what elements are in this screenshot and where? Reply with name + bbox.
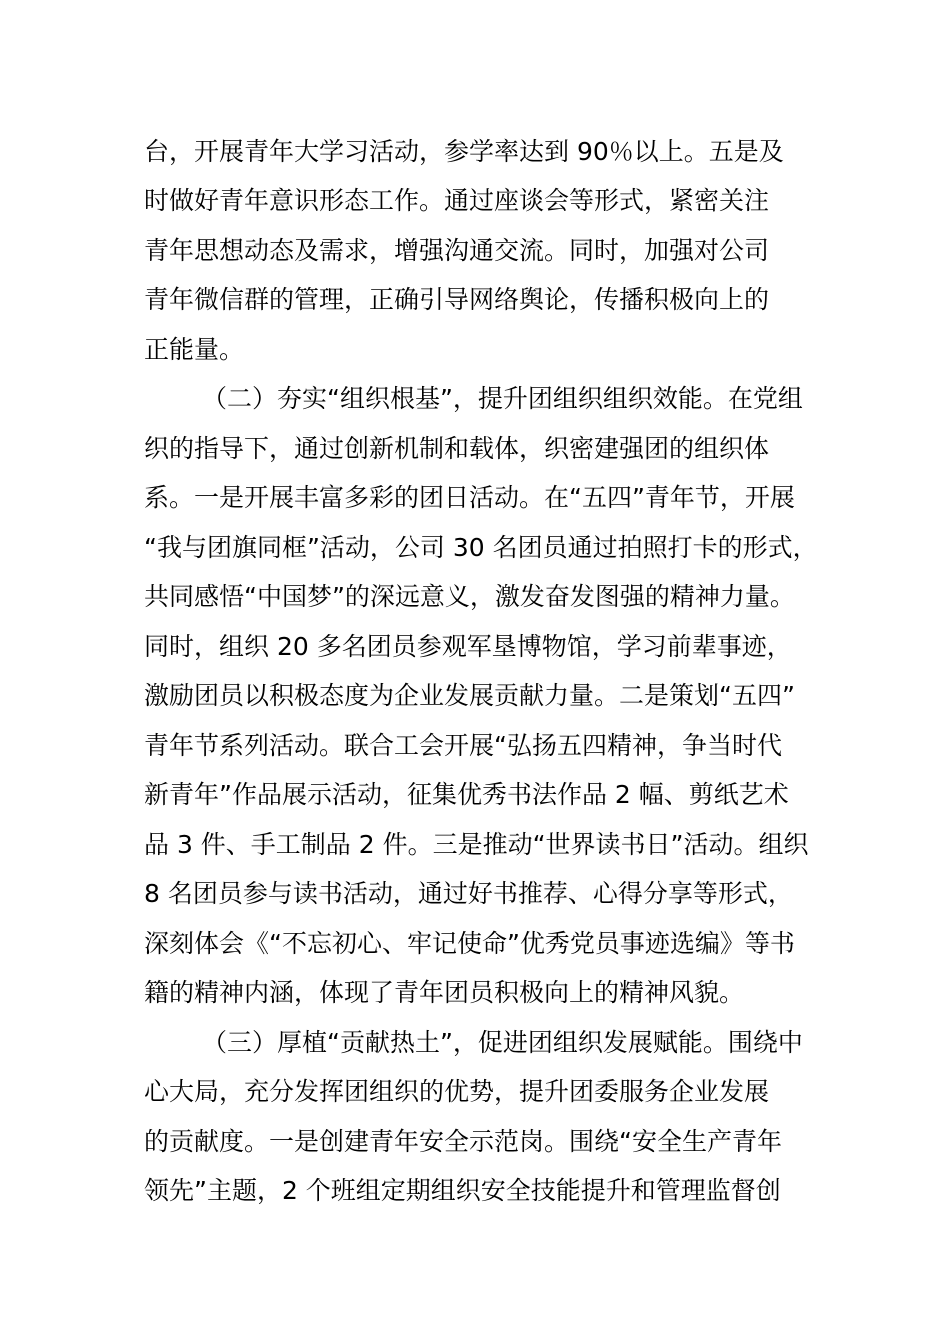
text-line: 新青年”作品展示活动，征集优秀书法作品 2 幅、剪纸艺术 [144,780,789,809]
text-line: 青年思想动态及需求，增强沟通交流。同时，加强对公司 [144,236,770,265]
text-line: 同时，组织 20 多名团员参观军垦博物馆，学习前辈事迹， [144,632,792,661]
text-line: 激励团员以积极态度为企业发展贡献力量。二是策划“五四” [144,681,795,710]
text-line: 心大局，充分发挥团组织的优势，提升团委服务企业发展 [144,1077,770,1106]
text-line: 系。一是开展丰富多彩的团日活动。在“五四”青年节，开展 [144,483,795,512]
text-line: 深刻体会《“不忘初心、牢记使命”优秀党员事迹选编》等书 [144,929,795,958]
text-line: 台，开展青年大学习活动，参学率达到 90％以上。五是及 [144,137,784,166]
paragraph-heading-2: （二）夯实“组织根基”，提升团组织组织效能。在党组 [202,384,803,413]
text-line: 共同感悟“中国梦”的深远意义，激发奋发图强的精神力量。 [144,582,795,611]
text-line: “我与团旗同框”活动，公司 30 名团员通过拍照打卡的形式， [144,533,818,562]
text-line: 8 名团员参与读书活动，通过好书推荐、心得分享等形式， [144,879,793,908]
text-line: 的贡献度。一是创建青年安全示范岗。围绕“安全生产青年 [144,1127,782,1156]
text-line: 领先”主题，2 个班组定期组织安全技能提升和管理监督创 [144,1176,781,1205]
text-line: 织的指导下，通过创新机制和载体，织密建强团的组织体 [144,434,770,463]
text-line: 青年微信群的管理，正确引导网络舆论，传播积极向上的 [144,285,770,314]
text-line: 青年节系列活动。联合工会开展“弘扬五四精神，争当时代 [144,731,782,760]
text-line: 籍的精神内涵，体现了青年团员积极向上的精神风貌。 [144,978,745,1007]
text-line: 品 3 件、手工制品 2 件。三是推动“世界读书日”活动。组织 [144,830,809,859]
paragraph-heading-3: （三）厚植“贡献热土”，促进团组织发展赋能。围绕中 [202,1028,803,1057]
text-line: 时做好青年意识形态工作。通过座谈会等形式，紧密关注 [144,186,770,215]
text-line: 正能量。 [144,335,245,364]
